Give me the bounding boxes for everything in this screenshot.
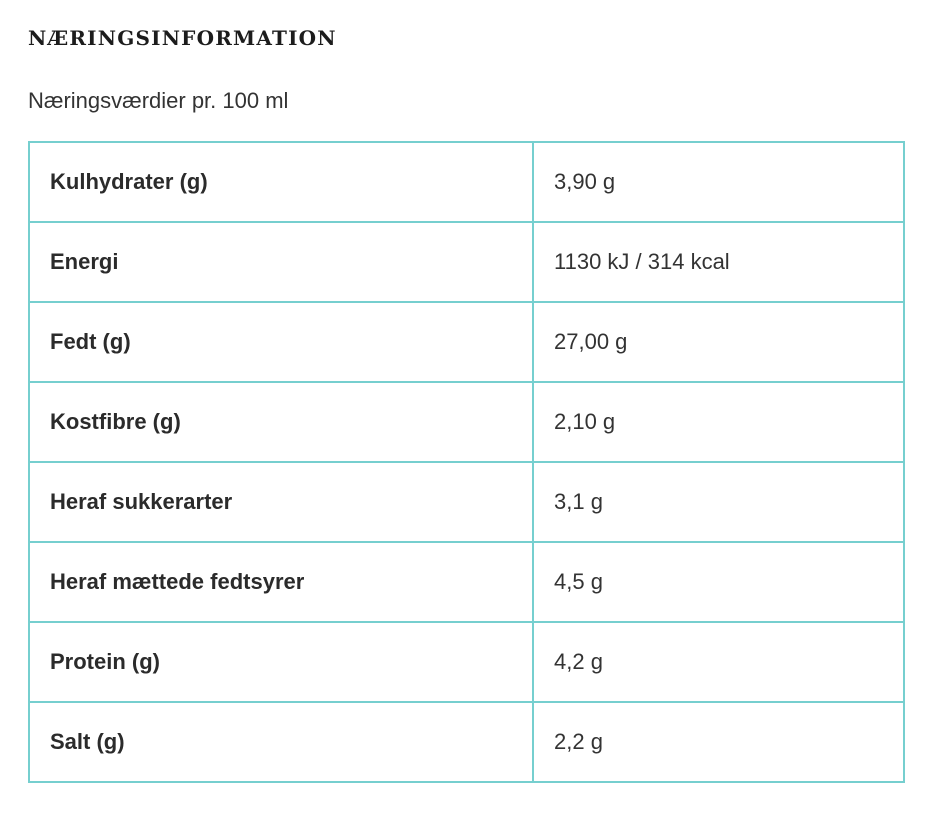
nutrient-value: 2,10 g bbox=[533, 382, 904, 462]
nutrient-label: Protein (g) bbox=[29, 622, 533, 702]
nutrient-label: Salt (g) bbox=[29, 702, 533, 782]
nutrient-label: Kostfibre (g) bbox=[29, 382, 533, 462]
table-row bbox=[29, 142, 904, 222]
nutrient-value: 1130 kJ / 314 kcal bbox=[533, 222, 904, 302]
nutrient-label: Heraf mættede fedtsyrer bbox=[29, 542, 533, 622]
table-row bbox=[29, 542, 904, 622]
nutrient-label: Kulhydrater (g) bbox=[29, 142, 533, 222]
nutrient-value: 3,90 g bbox=[533, 142, 904, 222]
nutrient-value: 4,2 g bbox=[533, 622, 904, 702]
nutrient-label: Energi bbox=[29, 222, 533, 302]
nutrient-label: Heraf sukkerarter bbox=[29, 462, 533, 542]
table-row bbox=[29, 702, 904, 782]
per-100ml-subtitle: Næringsværdier pr. 100 ml bbox=[28, 88, 289, 113]
nutrient-value: 2,2 g bbox=[533, 702, 904, 782]
table-row bbox=[29, 622, 904, 702]
nutrient-label: Fedt (g) bbox=[29, 302, 533, 382]
nutrition-section bbox=[28, 0, 903, 754]
nutrition-table bbox=[28, 141, 905, 783]
table-row bbox=[29, 462, 904, 542]
nutrient-value: 27,00 g bbox=[533, 302, 904, 382]
table-row bbox=[29, 302, 904, 382]
table-row bbox=[29, 222, 904, 302]
section-heading: NÆRINGSINFORMATION bbox=[28, 26, 337, 50]
nutrient-value: 4,5 g bbox=[533, 542, 904, 622]
table-row bbox=[29, 382, 904, 462]
nutrient-value: 3,1 g bbox=[533, 462, 904, 542]
